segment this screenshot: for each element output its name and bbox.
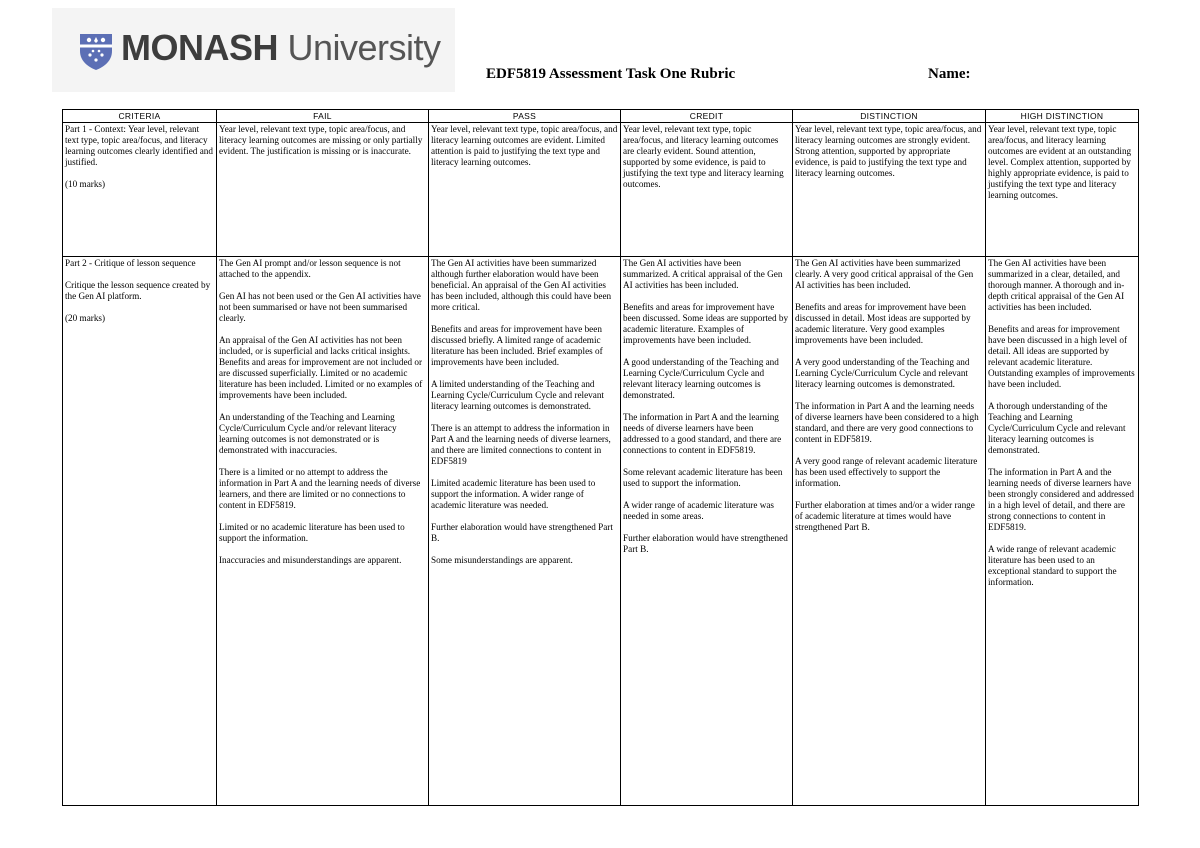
descriptor-paragraph: A very good range of relevant academic literature has been used effectively to support the information.	[795, 456, 978, 488]
descriptor-paragraph: Limited or no academic literature has been used to support the information.	[219, 522, 405, 543]
criteria-cell	[63, 123, 217, 257]
descriptor-paragraph: Further elaboration would have strengthened Part B.	[431, 522, 613, 543]
descriptor-paragraph: A good understanding of the Teaching and Learning Cycle/Curriculum Cycle and relevant literacy learning outcomes is demonstrated.	[623, 357, 779, 400]
criteria-text: Critique the lesson sequence created by the Gen AI platform.	[65, 280, 211, 301]
descriptor-paragraph: Inaccuracies and misunderstandings are apparent.	[219, 555, 402, 565]
credit-cell	[621, 123, 793, 257]
descriptor-paragraph: There is an attempt to address the information in Part A and the learning needs of diverse learners, and there are limited connections to content in EDF5819	[431, 423, 611, 466]
col-header-distinction: DISTINCTION	[793, 110, 986, 123]
high-distinction-cell	[986, 257, 1139, 806]
descriptor-paragraph: Year level, relevant text type, topic area/focus, and literacy learning outcomes are clearly evident. Sound attention, supported by some evidence, is paid to justifying the text type and literacy learning outcomes.	[623, 124, 784, 189]
credit-cell	[621, 257, 793, 806]
university-logo-text	[121, 27, 441, 69]
criteria-marks: (20 marks)	[65, 313, 106, 323]
descriptor-paragraph: Some relevant academic literature has been used to support the information.	[623, 467, 783, 488]
descriptor-paragraph: Further elaboration at times and/or a wider range of academic literature at times would have strengthened Part B.	[795, 500, 975, 532]
col-header-criteria: CRITERIA	[63, 110, 217, 123]
rubric-row-part-1	[63, 123, 1139, 257]
descriptor-paragraph: Benefits and areas for improvement have been discussed briefly. A limited range of academic literature has been included. Brief examples of improvements have been included.	[431, 324, 603, 367]
descriptor-paragraph: Year level, relevant text type, topic area/focus, and literacy learning outcomes are missing or only partially evident. The justification is missing or is inaccurate.	[219, 124, 423, 156]
descriptor-paragraph: A limited understanding of the Teaching and Learning Cycle/Curriculum Cycle and relevant literacy learning outcomes is demonstrated.	[431, 379, 604, 411]
descriptor-paragraph: Gen AI has not been used or the Gen AI activities have not been summarised or have not been summarised clearly.	[219, 291, 421, 323]
rubric-table	[62, 109, 1139, 806]
fail-cell	[217, 123, 429, 257]
high-distinction-cell	[986, 123, 1139, 257]
descriptor-paragraph: The Gen AI activities have been summarized in a clear, detailed, and thorough manner. A thorough and in-depth critical appraisal of the Gen AI activities has been included.	[988, 258, 1125, 312]
descriptor-paragraph: Year level, relevant text type, topic area/focus, and literacy learning outcomes are evident at an outstanding level. Complex attention, supported by highly appropriate evidence, is paid to justifying the text type and literacy learning outcomes.	[988, 124, 1132, 200]
pass-cell	[429, 123, 621, 257]
name-label: Name:	[928, 66, 971, 82]
descriptor-paragraph: Benefits and areas for improvement have been discussed in detail. Most ideas are supported by academic literature. Very good examples improvements have been included.	[795, 302, 971, 345]
descriptor-paragraph: A thorough understanding of the Teaching and Learning Cycle/Curriculum Cycle and relevant literacy learning outcomes is demonstrated.	[988, 401, 1126, 455]
descriptor-paragraph: There is a limited or no attempt to address the information in Part A and the learning needs of diverse learners, and there are limited or no connections to content in EDF5819.	[219, 467, 421, 510]
criteria-cell	[63, 257, 217, 806]
descriptor-paragraph: Year level, relevant text type, topic area/focus, and literacy learning outcomes are evident. Limited attention is paid to justifying the text type and literacy learning outcomes.	[431, 124, 618, 167]
descriptor-paragraph: The Gen AI prompt and/or lesson sequence is not attached to the appendix.	[219, 258, 401, 279]
descriptor-paragraph: The Gen AI activities have been summarized although further elaboration would have been beneficial. An appraisal of the Gen AI activities has been included, although this could have been more critical.	[431, 258, 612, 312]
descriptor-paragraph: An appraisal of the Gen AI activities has not been included, or is superficial and lacks critical insights. Benefits and areas for improvement are not included or are discussed superficially. Limited or no academic literature has been included. Limited or no examples of improvements have been included.	[219, 335, 423, 400]
descriptor-paragraph: Year level, relevant text type, topic area/focus, and literacy learning outcomes are strongly evident. Strong attention, supported by appropriate evidence, is paid to justifying the text type and literacy learning outcomes.	[795, 124, 982, 178]
criteria-title: Part 2 - Critique of lesson sequence	[65, 258, 196, 268]
distinction-cell	[793, 123, 986, 257]
descriptor-paragraph: The information in Part A and the learning needs of diverse learners have been addressed to a good standard, and there are connections to content in EDF5819.	[623, 412, 782, 455]
criteria-marks: (10 marks)	[65, 179, 106, 189]
logo-word-university: University	[278, 27, 441, 68]
col-header-credit: CREDIT	[621, 110, 793, 123]
monash-crest-icon	[76, 31, 116, 71]
fail-cell	[217, 257, 429, 806]
col-header-pass: PASS	[429, 110, 621, 123]
descriptor-paragraph: An understanding of the Teaching and Learning Cycle/Curriculum Cycle and/or relevant literacy learning outcomes is not demonstrated or is demonstrated with inaccuracies.	[219, 412, 397, 455]
rubric-header-row	[63, 110, 1139, 123]
descriptor-paragraph: A very good understanding of the Teaching and Learning Cycle/Curriculum Cycle and relevant literacy learning outcomes is demonstrated.	[795, 357, 970, 389]
descriptor-paragraph: Some misunderstandings are apparent.	[431, 555, 573, 565]
descriptor-paragraph: A wider range of academic literature was needed in some areas.	[623, 500, 775, 521]
descriptor-paragraph: Benefits and areas for improvement have been discussed. Some ideas are supported by academic literature. Examples of improvements have been included.	[623, 302, 789, 345]
descriptor-paragraph: The information in Part A and the learning needs of diverse learners have been strongly considered and addressed in a high level of detail, and there are strong connections to content in EDF5819.	[988, 467, 1134, 532]
col-header-high-distinction: HIGH DISTINCTION	[986, 110, 1139, 123]
descriptor-paragraph: The Gen AI activities have been summarized clearly. A very good critical appraisal of the Gen AI activities has been included.	[795, 258, 974, 290]
pass-cell	[429, 257, 621, 806]
col-header-fail: FAIL	[217, 110, 429, 123]
descriptor-paragraph: The information in Part A and the learning needs of diverse learners have been considered to a high standard, and there are very good connections to content in EDF5819.	[795, 401, 979, 444]
distinction-cell	[793, 257, 986, 806]
logo-word-monash: MONASH	[121, 27, 278, 68]
criteria-text: Part 1 - Context: Year level, relevant text type, topic area/focus, and literacy learning outcomes clearly identified and justified.	[65, 124, 213, 167]
descriptor-paragraph: The Gen AI activities have been summarized. A critical appraisal of the Gen AI activities has been included.	[623, 258, 783, 290]
descriptor-paragraph: Further elaboration would have strengthened Part B.	[623, 533, 788, 554]
descriptor-paragraph: Limited academic literature has been used to support the information. A wider range of academic literature was needed.	[431, 478, 596, 510]
rubric-row-part-2	[63, 257, 1139, 806]
descriptor-paragraph: Benefits and areas for improvement have been discussed in a high level of detail. All ideas are supported by relevant academic literature. Outstanding examples of improvements have been included.	[988, 324, 1135, 389]
descriptor-paragraph: A wide range of relevant academic literature has been used to an exceptional standard to support the information.	[988, 544, 1117, 587]
document-title: EDF5819 Assessment Task One Rubric	[486, 66, 736, 82]
